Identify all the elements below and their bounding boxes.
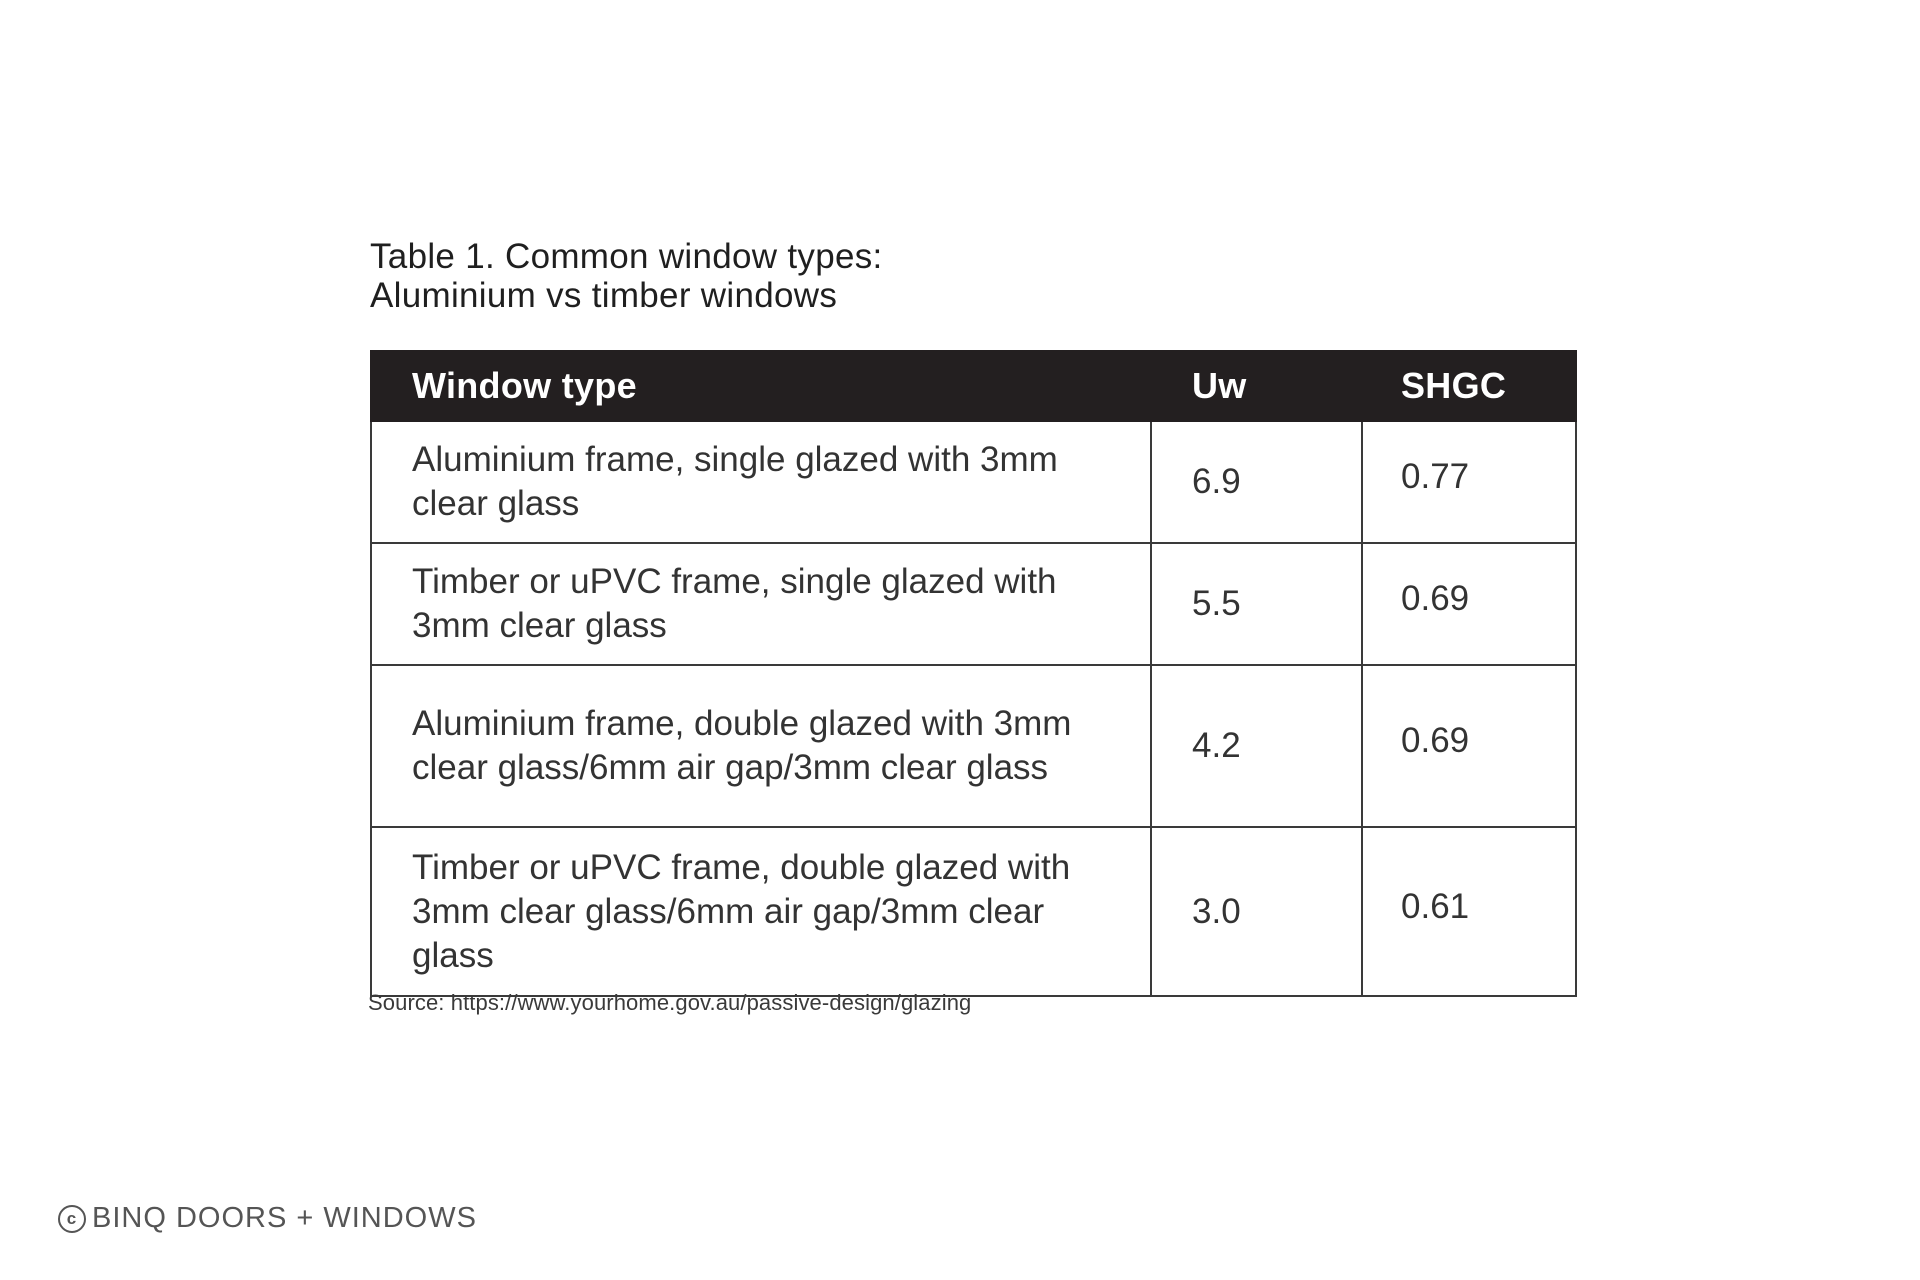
cell-window-type: Aluminium frame, single glazed with 3mm clear glass (371, 421, 1151, 543)
table-title (370, 237, 883, 315)
cell-shgc: 0.69 (1362, 543, 1576, 665)
window-types-table (370, 350, 1577, 997)
cell-window-type: Timber or uPVC frame, single glazed with 3mm clear glass (371, 543, 1151, 665)
table-row (371, 543, 1576, 665)
source-note: Source: https://www.yourhome.gov.au/passive-design/glazing (368, 990, 972, 1015)
table-header (371, 351, 1576, 421)
copyright-icon: c (58, 1205, 86, 1233)
table-title-line-2: Aluminium vs timber windows (370, 276, 838, 315)
cell-uw: 6.9 (1151, 421, 1362, 543)
cell-uw: 5.5 (1151, 543, 1362, 665)
cell-window-type: Aluminium frame, double glazed with 3mm clear glass/6mm air gap/3mm clear glass (371, 665, 1151, 827)
cell-window-type: Timber or uPVC frame, double glazed with 3mm clear glass/6mm air gap/3mm clear glass (371, 827, 1151, 996)
cell-shgc: 0.61 (1362, 827, 1576, 996)
table-row (371, 827, 1576, 996)
copyright-text: BINQ DOORS + WINDOWS (92, 1202, 477, 1234)
cell-uw: 4.2 (1151, 665, 1362, 827)
cell-shgc: 0.69 (1362, 665, 1576, 827)
table-title-line-1: Table 1. Common window types: (370, 237, 883, 276)
header-shgc: SHGC (1362, 351, 1576, 421)
table-row (371, 665, 1576, 827)
cell-shgc: 0.77 (1362, 421, 1576, 543)
header-uw: Uw (1151, 351, 1362, 421)
header-window-type: Window type (371, 351, 1151, 421)
table-header-row (371, 351, 1576, 421)
table-row (371, 421, 1576, 543)
cell-uw: 3.0 (1151, 827, 1362, 996)
copyright-notice (58, 1202, 477, 1235)
